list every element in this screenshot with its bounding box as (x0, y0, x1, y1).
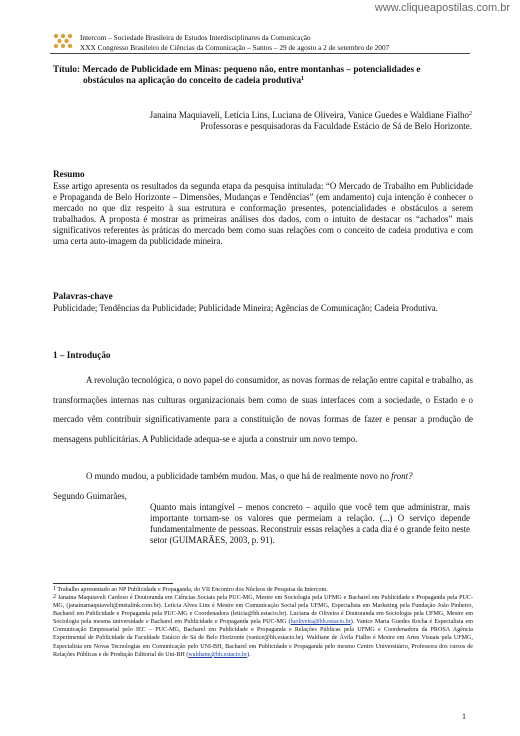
intro-paragraph-2-end: Segundo Guimarães, (53, 490, 127, 501)
footnote-2-email-link-2[interactable]: waldiane@bh.estacio.br (188, 651, 248, 658)
footnote-2-mark: 2 (53, 594, 56, 600)
footnote-2-text-b: ). Vanice Maria Guedes Rocha é Especialista em Comunicação Empresarial pelo IEC – PUC-MG, Bacharel em Publicidade e Propaganda e Relações Públicas pela UFMG e Coordenadora da PROSA Agência Experimental de Publicidade da Faculdade Estácio de Sá de Belo Horizonte (vanice@bh.estacio.br). Waldiane de Ávila Fialho é Mestre em Artes Visuais pela UFMG, Especialista em Novas Tecnologias em Comunicação pelo UNI-BH, Bacharel em Publicidade e Propaganda pelo mesmo Centro Universitário, Professora dos cursos de Relações Públicas e de Produção Editorial do Uni-BH ( (53, 619, 473, 658)
intercom-logo-icon (52, 32, 74, 50)
footnote-1 (53, 586, 473, 594)
intro-paragraph-1: A revolução tecnológica, o novo papel do consumidor, as novas formas de relação entre capital e trabalho, as transformações internas nas culturas organizacionais bem como de suas interfaces com a sociedade, o Estado e o mercado vêm contribuir significativamente para a constituição de novas formas de fazer e pensar a produção de mensagens publicitárias. A Publicidade adequa-se e ajuda a construir um novo tempo. (53, 375, 473, 444)
header-line-2: XXX Congresso Brasileiro de Ciências da Comunicação – Santos – 29 de agosto a 2 de setembro de 2007 (80, 43, 390, 52)
palavras-chave-heading: Palavras-chave (53, 291, 113, 301)
footnote-2 (53, 594, 473, 659)
resumo-heading: Resumo (53, 169, 85, 179)
block-quote: Quanto mais intangível – menos concreto – aquilo que você tem que administrar, mais importante tornam-se os valores que permeiam a relação. (...) O serviço depende fundamentalmente de pessoas. Reconstruir essas relações a cada dia é o grande feito neste setor (GUIMARÃES, 2003, p. 91). (150, 502, 470, 545)
title-line-2: obstáculos na aplicação do conceito de cadeia produtiva (83, 75, 302, 85)
title-line-1: Mercado de Publicidade em Minas: pequeno não, entre montanhas – potencialidades e (82, 64, 421, 74)
footnote-2-text-c: ). (247, 651, 251, 658)
footnote-2-email-link-1[interactable]: luoliveira@bh.estacio.br (290, 619, 351, 626)
footnote-1-mark: 1 (53, 586, 56, 592)
palavras-chave-text: Publicidade; Tendências da Publicidade; Publicidade Mineira; Agências de Comunicação; Cadeia Produtiva. (53, 303, 438, 313)
paper-title (53, 64, 473, 86)
resumo-text: Esse artigo apresenta os resultados da segunda etapa da pesquisa intitulada: “O Mercado de Trabalho em Publicidade e Propaganda de Belo Horizonte – Dimensões, Mudanças e Tendências” (em andamento) cuja intenção é conhecer o mercado no que diz respeito à sua estrutura e conformação presentes, potencialidades e obstáculos a serem trabalhados. A proposta é mostrar as primeiras análises dos dados, com o intuito de destacar os “achados” mais significativos referentes às práticas do mercado bem como suas relações com o conceito de cadeia produtiva e com uma certa auto-imagem da publicidade mineira. (53, 181, 473, 246)
footnote-divider (53, 583, 173, 584)
footnote-2-text-a: Janaina Maquiaveli Cardoso é Doutoranda em Ciências Sociais pela PUC-MG, Mestre em Sociologia pela UFMG e Bacharel em Publicidade e Propaganda pela PUC-MG, (janainamaquiaveli@metalink.com.br). Letícia Alves Lins é Mestre em Comunicação Social pela UFMG, Especialista em Marketing pela Fundação João Pinheiro, Bacharel em Publicidade e Propaganda pela PUC-MG e Coordenadora (leticia@bh.estacio.br). Luciana de Oliveira é Doutoranda em Sociologia pela UFMG, Mestre em Sociologia pela mesma universidade e Bacharel em Publicidade e Propaganda pela PUC-MG ( (53, 595, 473, 626)
title-footnote-mark: 1 (301, 76, 305, 82)
authors-footnote-mark: 2 (469, 111, 472, 117)
title-label: Título: (53, 64, 81, 74)
author-names: Janaina Maquiaveli, Letícia Lins, Luciana de Oliveira, Vanice Guedes e Waldiane Fialho (149, 110, 469, 120)
author-affiliation: Professoras e pesquisadoras da Faculdade Estácio de Sá de Belo Horizonte. (200, 121, 472, 131)
header-line-1: Intercom – Sociedade Brasileira de Estudos Interdisciplinares da Comunicação (80, 33, 311, 42)
intro-paragraph-2-italic: front? (391, 471, 413, 481)
header-divider (50, 53, 470, 54)
authors-block (150, 110, 472, 132)
page-number: 1 (462, 712, 466, 721)
introducao-heading: 1 – Introdução (53, 350, 111, 360)
watermark: www.cliqueapostilas.com.br (374, 2, 510, 14)
intro-paragraph-2-text: O mundo mudou, a publicidade também mudou. Mas, o que há de realmente novo no (86, 471, 392, 481)
footnote-1-text: Trabalho apresentado ao NP Publicidade e Propaganda, do VII Encontro dos Núcleos de Pesquisa da Intercom. (57, 587, 328, 593)
intro-paragraph-2 (53, 467, 473, 506)
